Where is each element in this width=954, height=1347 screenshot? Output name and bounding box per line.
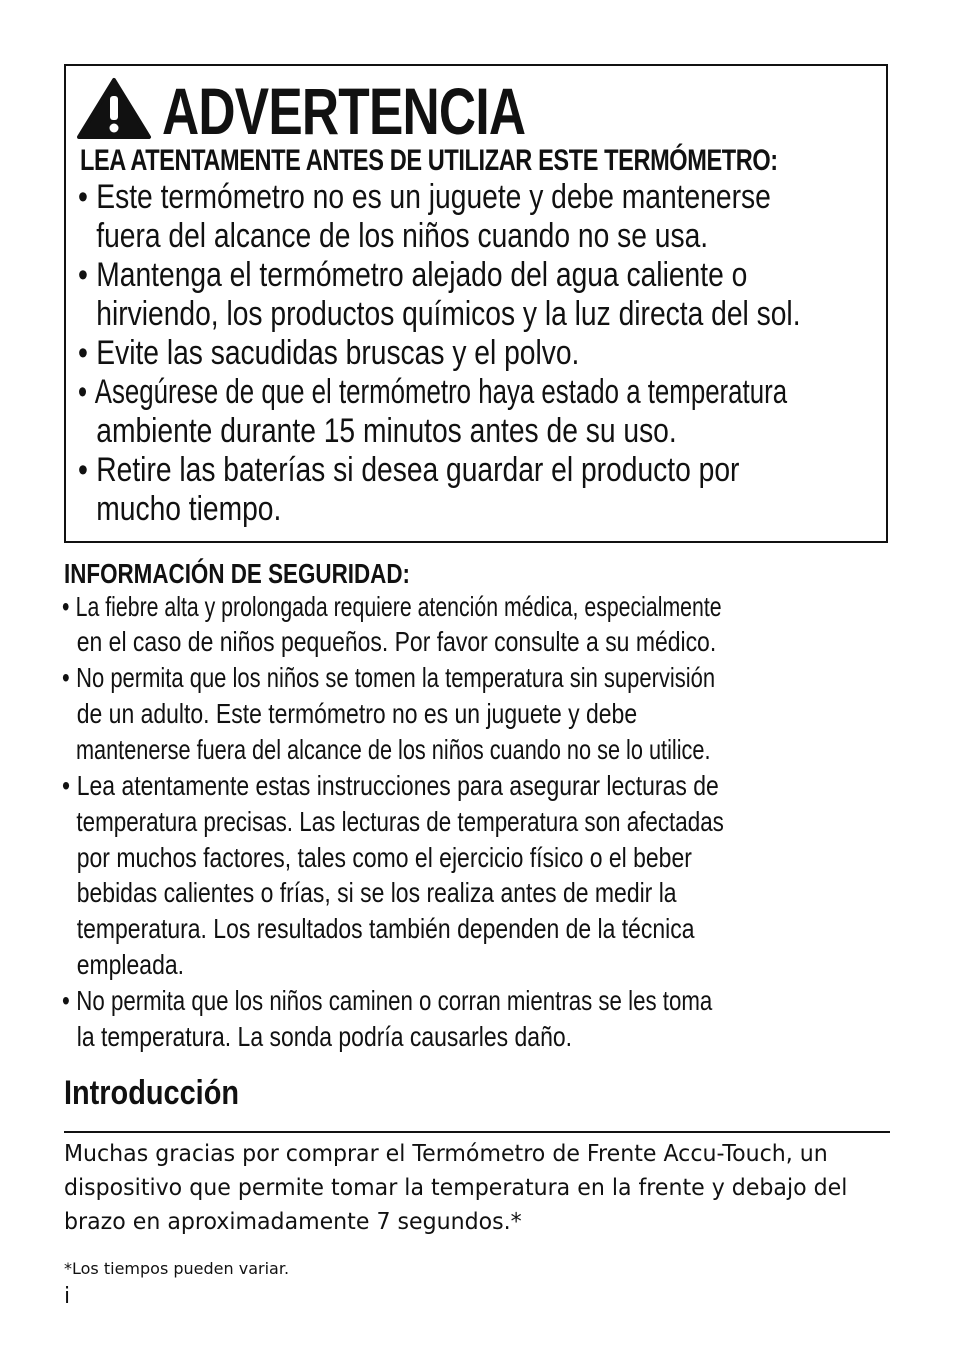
warning-item: • Retire las baterías si desea guardar el producto por: [78, 451, 740, 489]
footnote: *Los tiempos pueden variar.: [64, 1259, 290, 1278]
intro-line: brazo en aproximadamente 7 segundos.*: [64, 1209, 522, 1235]
warning-item-continued: mucho tiempo.: [96, 490, 282, 528]
safety-item: • Lea atentamente estas instrucciones para asegurar lecturas de: [62, 770, 719, 801]
warning-item: • Este termómetro no es un juguete y debe mantenerse: [78, 178, 771, 216]
safety-item-continued: en el caso de niños pequeños. Por favor consulte a su médico.: [76, 626, 717, 657]
warning-item: • Mantenga el termómetro alejado del agua caliente o: [78, 256, 748, 294]
warning-title: ADVERTENCIA: [162, 74, 526, 148]
safety-item-continued: mantenerse fuera del alcance de los niños cuando no se lo utilice.: [75, 734, 711, 765]
safety-item-continued: por muchos factores, tales como el ejercicio físico o el beber: [76, 842, 692, 873]
safety-item: • La fiebre alta y prolongada requiere atención médica, especialmente: [62, 591, 722, 622]
warning-item-continued: hirviendo, los productos químicos y la luz directa del sol.: [96, 295, 801, 333]
safety-item: • No permita que los niños caminen o corran mientras se les toma: [62, 985, 713, 1016]
warning-item-continued: fuera del alcance de los niños cuando no se usa.: [96, 217, 709, 255]
safety-item-continued: temperatura precisas. Las lecturas de temperatura son afectadas: [76, 806, 724, 837]
intro-line: Muchas gracias por comprar el Termómetro de Frente Accu-Touch, un: [64, 1141, 828, 1167]
intro-title: Introducción: [64, 1074, 240, 1112]
safety-title: INFORMACIÓN DE SEGURIDAD:: [64, 558, 410, 589]
warning-triangle-icon: [76, 76, 152, 140]
safety-item-continued: empleada.: [76, 949, 184, 980]
warning-item-continued: ambiente durante 15 minutos antes de su uso.: [96, 412, 677, 450]
warning-box: [64, 64, 888, 543]
safety-item: • No permita que los niños se tomen la temperatura sin supervisión: [62, 662, 716, 693]
safety-item-continued: bebidas calientes o frías, si se los realiza antes de medir la: [76, 877, 677, 908]
page-number: i: [64, 1284, 71, 1309]
safety-item-continued: de un adulto. Este termómetro no es un juguete y debe: [76, 698, 638, 729]
safety-item-continued: la temperatura. La sonda podría causarles daño.: [76, 1021, 573, 1052]
intro-line: dispositivo que permite tomar la temperatura en la frente y debajo del: [64, 1175, 848, 1201]
warning-item: • Asegúrese de que el termómetro haya estado a temperatura: [78, 373, 788, 411]
warning-subtitle: LEA ATENTAMENTE ANTES DE UTILIZAR ESTE TERMÓMETRO:: [80, 144, 778, 177]
safety-item-continued: temperatura. Los resultados también dependen de la técnica: [76, 913, 695, 944]
warning-item: • Evite las sacudidas bruscas y el polvo.: [78, 334, 580, 372]
intro-divider: [64, 1131, 890, 1133]
